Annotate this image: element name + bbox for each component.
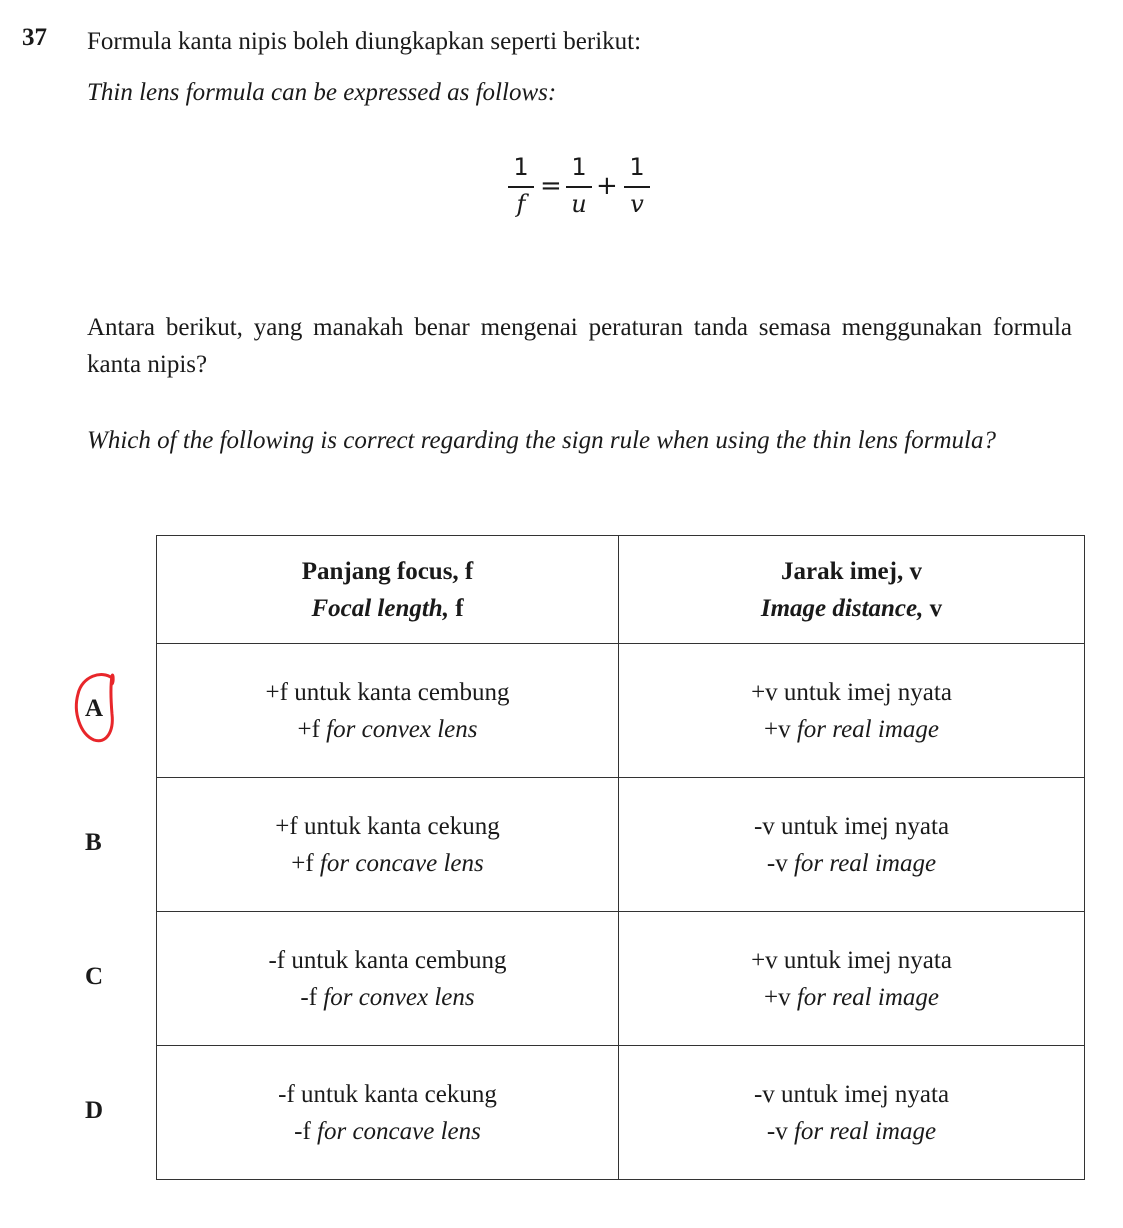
- image-cell: [619, 1046, 1085, 1180]
- header-en-symbol: v: [923, 594, 943, 622]
- numerator: 1: [513, 153, 529, 181]
- option-row-b: [157, 778, 1085, 912]
- fraction-1-over-u: [566, 152, 592, 220]
- option-row-a: [157, 644, 1085, 778]
- focal-symbol: -f: [294, 1117, 311, 1145]
- focal-cell: [157, 912, 619, 1046]
- header-ms: Panjang focus, f: [301, 557, 474, 585]
- image-en: [619, 845, 1084, 882]
- image-symbol: -v: [766, 849, 788, 877]
- intro-malay: Formula kanta nipis boleh diungkapkan seperti berikut:: [87, 28, 642, 55]
- image-en-text: for real image: [787, 1117, 937, 1145]
- focal-en: [157, 979, 618, 1016]
- focal-en: [157, 845, 618, 882]
- denominator: u: [571, 190, 587, 218]
- fraction-1-over-f: [508, 152, 534, 220]
- focal-en-text: for convex lens: [319, 715, 478, 743]
- focal-en: [157, 711, 618, 748]
- option-label-a[interactable]: A: [85, 695, 104, 722]
- option-label-d[interactable]: D: [85, 1097, 104, 1124]
- focal-cell: [157, 1046, 619, 1180]
- plus-sign: +: [596, 171, 618, 201]
- focal-en-text: for concave lens: [313, 849, 484, 877]
- image-cell: [619, 912, 1085, 1046]
- equals-sign: =: [540, 171, 562, 201]
- focal-ms: +f untuk kanta cekung: [275, 812, 500, 840]
- image-en: [619, 711, 1084, 748]
- image-en-text: for real image: [787, 849, 937, 877]
- question-number: 37: [22, 24, 47, 51]
- focal-ms: -f untuk kanta cekung: [278, 1080, 497, 1108]
- intro-english: Thin lens formula can be expressed as follows:: [87, 79, 557, 106]
- denominator: f: [516, 190, 526, 218]
- image-cell: [619, 778, 1085, 912]
- focal-ms: +f untuk kanta cembung: [265, 678, 510, 706]
- header-en-italic: Focal length,: [311, 594, 449, 622]
- header-en: [157, 590, 618, 627]
- option-row-d: [157, 1046, 1085, 1180]
- option-row-c: [157, 912, 1085, 1046]
- focal-cell: [157, 644, 619, 778]
- focal-symbol: -f: [300, 983, 318, 1011]
- image-cell: [619, 644, 1085, 778]
- focal-en-text: for concave lens: [310, 1117, 481, 1145]
- denominator: v: [630, 190, 644, 218]
- fraction-1-over-v: [624, 152, 650, 220]
- option-label-c[interactable]: C: [85, 963, 104, 990]
- table-header-row: [157, 536, 1085, 644]
- header-en-symbol: f: [448, 594, 464, 622]
- answer-circle-mark: [68, 668, 128, 748]
- focal-en-text: for convex lens: [317, 983, 475, 1011]
- image-ms: -v untuk imej nyata: [753, 812, 950, 840]
- image-ms: +v untuk imej nyata: [751, 946, 952, 974]
- focal-symbol: +f: [291, 849, 314, 877]
- options-table: [156, 535, 1085, 1180]
- prompt-malay: Antara berikut, yang manakah benar mengenai peraturan tanda semasa menggunakan formula kanta nipis?: [87, 314, 1072, 378]
- image-ms: -v untuk imej nyata: [753, 1080, 950, 1108]
- header-en-italic: Image distance,: [760, 594, 924, 622]
- image-en-text: for real image: [790, 715, 939, 743]
- image-symbol: -v: [766, 1117, 788, 1145]
- image-ms: +v untuk imej nyata: [751, 678, 952, 706]
- prompt-english: Which of the following is correct regarding the sign rule when using the thin lens formula?: [87, 427, 996, 454]
- image-symbol: +v: [764, 983, 791, 1011]
- focal-en: [157, 1113, 618, 1150]
- image-en: [619, 1113, 1084, 1150]
- header-en: [619, 590, 1084, 627]
- image-en-text: for real image: [790, 983, 939, 1011]
- focal-cell: [157, 778, 619, 912]
- focal-ms: -f untuk kanta cembung: [268, 946, 507, 974]
- image-en: [619, 979, 1084, 1016]
- option-label-b[interactable]: B: [85, 829, 102, 856]
- numerator: 1: [629, 153, 645, 181]
- header-ms: Jarak imej, v: [781, 557, 922, 585]
- header-focal-length: [157, 536, 619, 644]
- header-image-distance: [619, 536, 1085, 644]
- focal-symbol: +f: [297, 715, 320, 743]
- numerator: 1: [571, 153, 587, 181]
- image-symbol: +v: [764, 715, 791, 743]
